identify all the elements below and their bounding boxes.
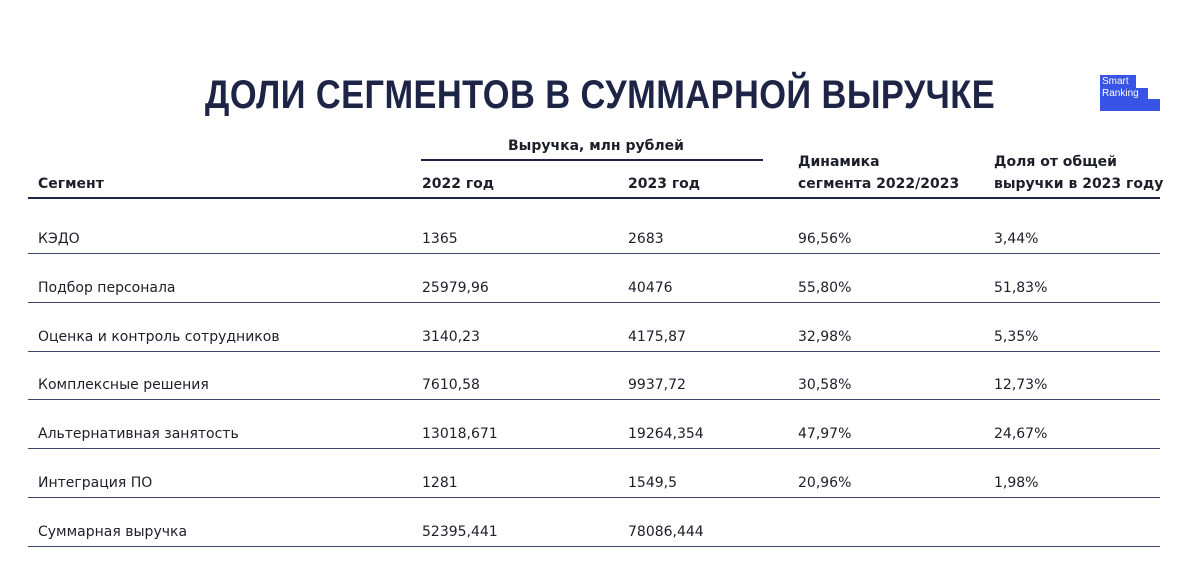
header-divider <box>28 197 1160 199</box>
column-header-segment: Сегмент <box>38 176 104 192</box>
cell-share: 24,67% <box>994 426 1048 443</box>
cell-segment: Комплексные решения <box>38 377 209 394</box>
logo-text-line1: Smart <box>1102 76 1129 87</box>
cell-2022: 13018,671 <box>422 426 498 443</box>
page-title: ДОЛИ СЕГМЕНТОВ В СУММАРНОЙ ВЫРУЧКЕ <box>204 73 996 117</box>
column-header-2022: 2022 год <box>422 176 495 192</box>
cell-2022: 1281 <box>422 475 458 491</box>
column-header-dynamics-line2: сегмента 2022/2023 <box>798 176 960 192</box>
cell-dynamics: 47,97% <box>798 426 852 443</box>
cell-2022: 3140,23 <box>422 328 480 345</box>
cell-2022: 7610,58 <box>422 377 480 394</box>
revenue-group-header: Выручка, млн рублей <box>508 138 684 154</box>
cell-2023: 9937,72 <box>628 377 686 394</box>
table-row <box>28 400 1160 449</box>
table-row <box>28 351 1160 400</box>
cell-2023: 4175,87 <box>628 328 686 345</box>
cell-dynamics: 96,56% <box>798 231 852 247</box>
cell-2023: 2683 <box>628 231 664 247</box>
cell-dynamics: 32,98% <box>798 328 852 345</box>
cell-share: 5,35% <box>994 328 1039 345</box>
cell-dynamics: 30,58% <box>798 377 852 394</box>
cell-share: 3,44% <box>994 231 1039 247</box>
cell-segment: Альтернативная занятость <box>38 426 239 443</box>
cell-2023: 1549,5 <box>628 475 677 491</box>
table-row <box>28 498 1160 547</box>
group-header-divider <box>421 159 763 161</box>
cell-segment: Суммарная выручка <box>38 523 188 540</box>
cell-2023: 19264,354 <box>628 426 704 443</box>
column-header-share-line2: выручки в 2023 году <box>994 176 1164 192</box>
cell-2022: 1365 <box>422 231 458 247</box>
cell-2023: 40476 <box>628 279 673 296</box>
cell-segment: Оценка и контроль сотрудников <box>38 328 280 345</box>
table-row <box>28 254 1160 303</box>
smart-ranking-logo <box>1100 75 1160 111</box>
cell-share: 51,83% <box>994 279 1048 296</box>
cell-2022: 52395,441 <box>422 523 498 540</box>
cell-segment: КЭДО <box>38 231 80 247</box>
column-header-2023: 2023 год <box>628 176 701 192</box>
cell-share: 12,73% <box>994 377 1048 394</box>
table-row <box>28 303 1160 352</box>
logo-text-line2: Ranking <box>1102 88 1139 99</box>
cell-dynamics: 20,96% <box>798 475 852 491</box>
cell-dynamics: 55,80% <box>798 279 852 296</box>
table-row <box>28 205 1160 254</box>
cell-segment: Интеграция ПО <box>38 475 153 491</box>
table-row <box>28 449 1160 498</box>
cell-share: 1,98% <box>994 475 1039 491</box>
cell-2022: 25979,96 <box>422 279 489 296</box>
cell-2023: 78086,444 <box>628 523 704 540</box>
column-header-dynamics-line1: Динамика <box>798 154 880 170</box>
cell-segment: Подбор персонала <box>38 279 176 296</box>
column-header-share-line1: Доля от общей <box>994 154 1117 170</box>
